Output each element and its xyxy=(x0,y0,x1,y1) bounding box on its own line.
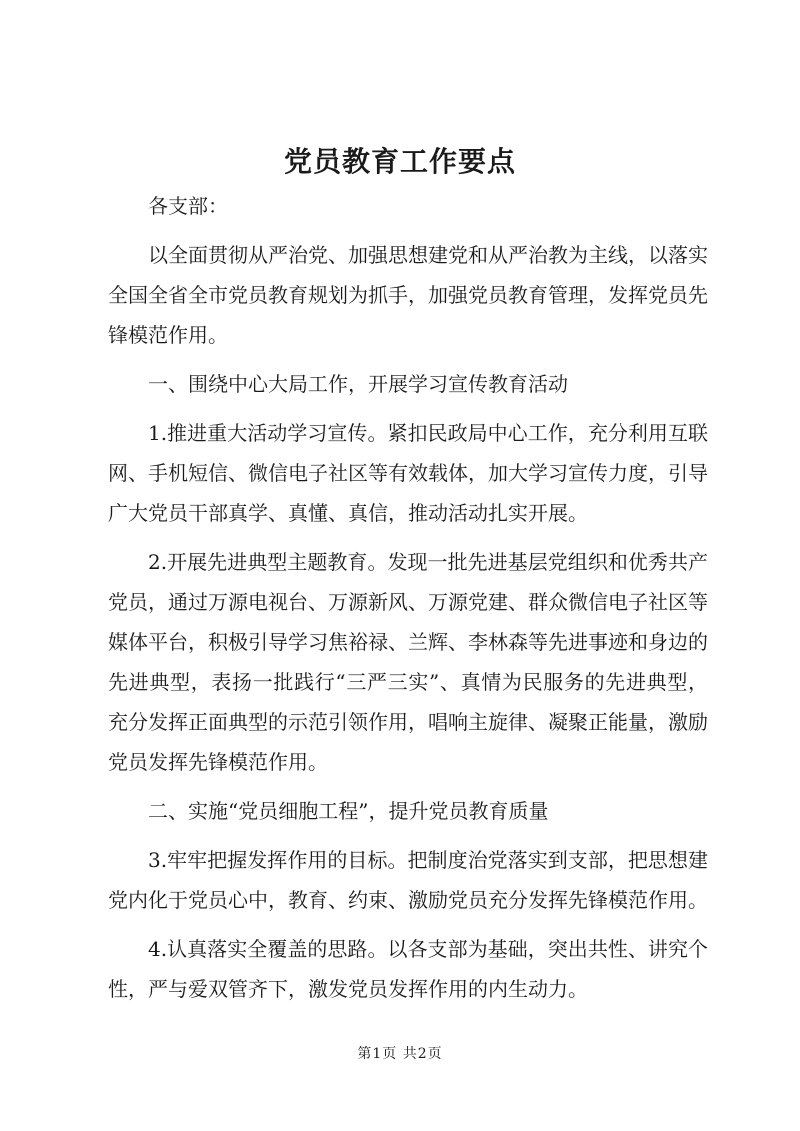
document-title: 党员教育工作要点 xyxy=(283,145,516,178)
intro-paragraph: 以全面贯彻从严治党、加强思想建党和从严治教为主线，以落实全国全省全市党员教育规划为抓手，加强党员教育管理，发挥党员先锋模范作用。 xyxy=(108,243,708,347)
salutation: 各支部： xyxy=(148,194,228,218)
section-heading-1: 一、围绕中心大局工作，开展学习宣传教育活动 xyxy=(148,372,568,396)
item-paragraph-4: 4.认真落实全覆盖的思路。以各支部为基础，突出共性、讲究个性，严与爱双管齐下，激发党员发挥作用的内生动力。 xyxy=(108,937,708,1001)
item-paragraph-2: 2.开展先进典型主题教育。发现一批先进基层党组织和优秀共产党员，通过万源电视台、万源新风、万源党建、群众微信电子社区等媒体平台，积极引导学习焦裕禄、兰辉、李林森等先进事迹和身边的先进典型，表扬一批践行“三严三实”、真情为民服务的先进典型，充分发挥正面典型的示范引领作用，唱响主旋律、凝聚正能量，激励党员发挥先锋模范作用。 xyxy=(108,550,708,774)
document-body xyxy=(108,186,708,1009)
item-paragraph-1: 1.推进重大活动学习宣传。紧扣民政局中心工作，充分利用互联网、手机短信、微信电子社区等有效载体，加大学习宣传力度，引导广大党员干部真学、真懂、真信，推动活动扎实开展。 xyxy=(108,421,708,525)
page-footer: 第1页 共2页 xyxy=(357,1046,443,1062)
item-paragraph-3: 3.牢牢把握发挥作用的目标。把制度治党落实到支部，把思想建党内化于党员心中，教育、约束、激励党员充分发挥先锋模范作用。 xyxy=(108,848,708,912)
section-heading-2: 二、实施“党员细胞工程”，提升党员教育质量 xyxy=(148,799,549,823)
